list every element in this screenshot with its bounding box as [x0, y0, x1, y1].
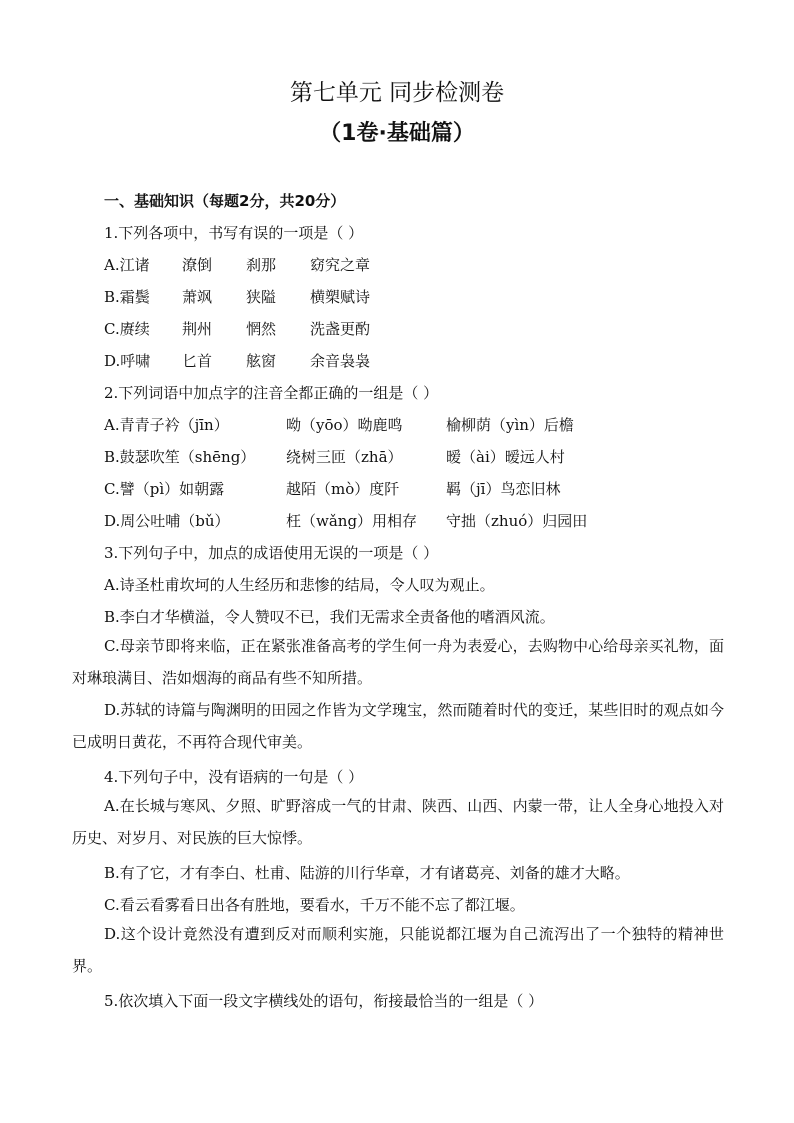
option-text: 潦倒: [182, 256, 213, 274]
option-text: 窈究之章: [310, 256, 371, 274]
option-text: 洗盏更酌: [310, 320, 371, 338]
option-text: 呦（yōo）呦鹿鸣: [286, 416, 403, 434]
option-text: B.鼓瑟吹笙（shēng）: [104, 448, 256, 466]
question-3-option-c: C.母亲节即将来临，正在紧张准备高考的学生何一舟为表爱心，去购物中心给母亲买礼物，面对琳琅满目、浩如烟海的商品有些不知所措。: [72, 637, 724, 687]
option-text: 舷窗: [246, 352, 277, 370]
question-3-option-b: B.李白才华横溢，令人赞叹不已，我们无需求全责备他的嗜酒风流。: [104, 608, 555, 626]
section-heading: 一、基础知识（每题2分，共20分）: [104, 192, 346, 210]
option-text: 横槊赋诗: [310, 288, 371, 306]
option-text: 守拙（zhuó）归园田: [446, 512, 588, 530]
option-text: D.周公吐哺（bǔ）: [104, 512, 230, 530]
question-5-stem: 5.依次填入下面一段文字横线处的语句，衔接最恰当的一组是（ ）: [104, 992, 544, 1010]
option-text: 绕树三匝（zhā）: [286, 448, 403, 466]
option-text: 刹那: [246, 256, 277, 274]
question-4-option-c: C.看云看雾看日出各有胜地，要看水，千万不能不忘了都江堰。: [104, 896, 525, 914]
option-text: D.呼啸: [104, 352, 151, 370]
question-4-option-b: B.有了它，才有李白、杜甫、陆游的川行华章，才有诸葛亮、刘备的雄才大略。: [104, 864, 630, 882]
option-text: 榆柳荫（yìn）后檐: [446, 416, 574, 434]
option-text: 萧飒: [182, 288, 213, 306]
question-4-option-a: A.在长城与寒风、夕照、旷野溶成一气的甘肃、陕西、山西、内蒙一带，让人全身心地投入对历史、对岁月、对民族的巨大惊悸。: [72, 797, 724, 847]
question-4-stem: 4.下列句子中，没有语病的一句是（ ）: [104, 768, 364, 786]
option-text: 越陌（mò）度阡: [286, 480, 400, 498]
page-title: 第七单元 同步检测卷: [289, 80, 505, 106]
question-3-stem: 3.下列句子中，加点的成语使用无误的一项是（ ）: [104, 544, 439, 562]
option-text: 余音袅袅: [310, 352, 371, 370]
option-text: A.青青子衿（jīn）: [104, 416, 229, 434]
option-text: 惘然: [246, 320, 277, 338]
option-text: C.赓续: [104, 320, 150, 338]
page-subtitle: （1卷·基础篇）: [319, 121, 475, 146]
option-text: 狭隘: [246, 288, 277, 306]
question-1-stem: 1.下列各项中，书写有误的一项是（ ）: [104, 224, 364, 242]
question-3-option-d: D.苏轼的诗篇与陶渊明的田园之作皆为文学瑰宝，然而随着时代的变迁，某些旧时的观点如今已成明日黄花，不再符合现代审美。: [72, 701, 724, 751]
option-text: 荆州: [182, 320, 213, 338]
option-text: 暧（ài）暧远人村: [446, 448, 565, 466]
option-text: 羁（jī）鸟恋旧林: [446, 480, 561, 498]
option-text: 枉（wǎng）用相存: [286, 512, 418, 530]
option-text: B.霜鬓: [104, 288, 150, 306]
question-2-stem: 2.下列词语中加点字的注音全都正确的一组是（ ）: [104, 384, 439, 402]
option-text: 匕首: [182, 352, 213, 370]
option-text: C.譬（pì）如朝露: [104, 480, 225, 498]
question-4-option-d: D.这个设计竟然没有遭到反对而顺利实施，只能说都江堰为自己流泻出了一个独特的精神世界。: [72, 925, 724, 975]
question-3-option-a: A.诗圣杜甫坎坷的人生经历和悲惨的结局，令人叹为观止。: [104, 576, 495, 594]
option-text: A.江诸: [104, 256, 150, 274]
